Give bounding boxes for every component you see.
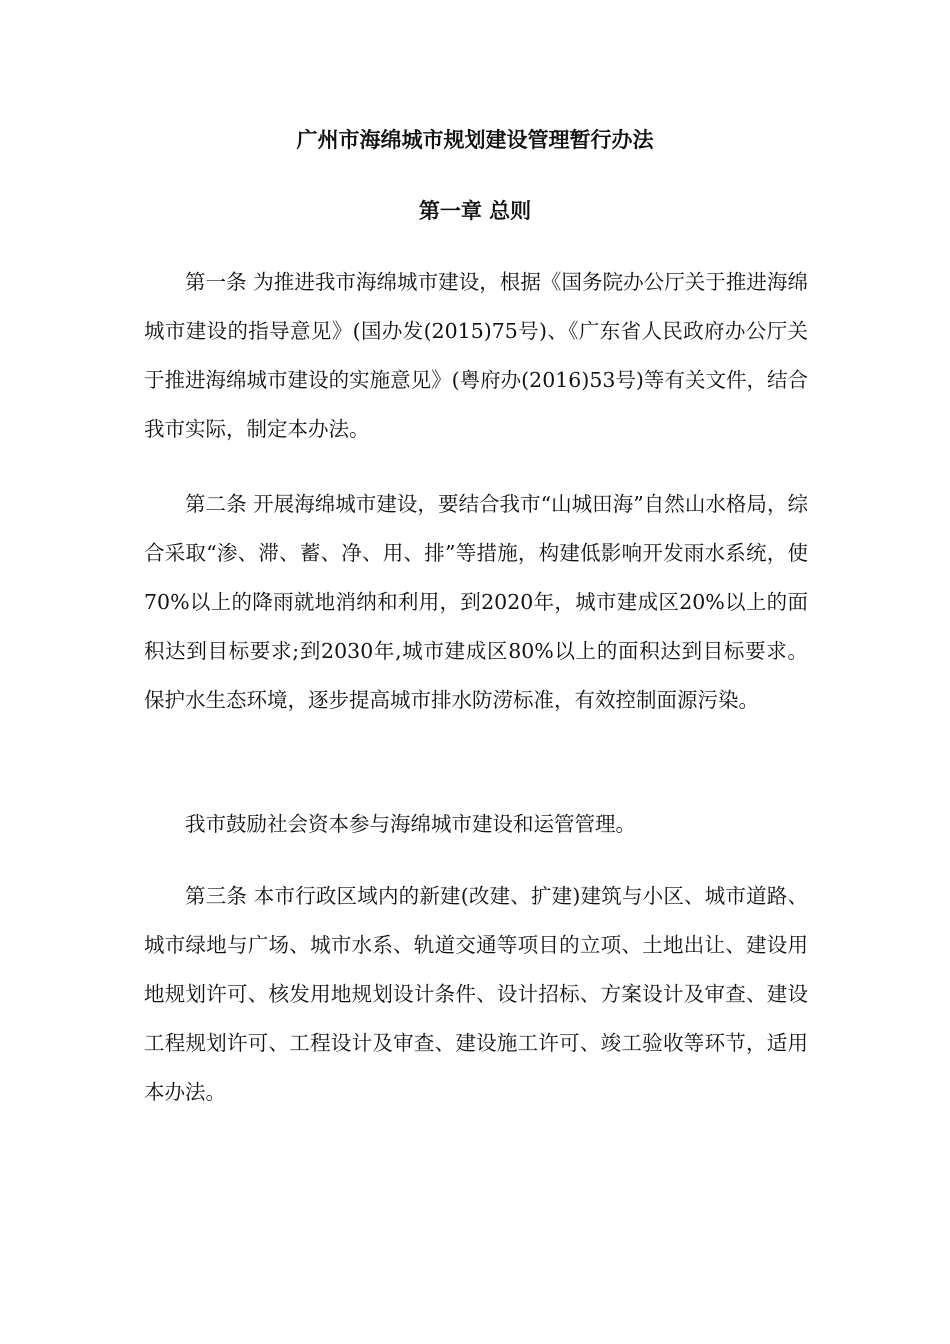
article-3-paragraph: 第三条 本市行政区域内的新建(改建、扩建)建筑与小区、城市道路、城市绿地与广场、城市水系、轨道交通等项目的立项、土地出让、建设用地规划许可、核发用地规划设计条件、设计招标、方案设计及审查、建设工程规划许可、工程设计及审查、建设施工许可、竣工验收等环节，适用本办法。 bbox=[144, 884, 808, 1104]
article-1-paragraph: 第一条 为推进我市海绵城市建设，根据《国务院办公厅关于推进海绵城市建设的指导意见》(国办发(2015)75号)、《广东省人民政府办公厅关于推进海绵城市建设的实施意见》(粤府办(2016)53号)等有关文件，结合我市实际，制定本办法。 bbox=[144, 270, 808, 441]
chapter-heading: 第一章 总则 bbox=[418, 198, 532, 223]
article-2-paragraph: 第二条 开展海绵城市建设，要结合我市“山城田海”自然山水格局，综合采取“渗、滞、蓄、净、用、排”等措施，构建低影响开发雨水系统，使70%以上的降雨就地消纳和利用，到2020年，城市建成区20%以上的面积达到目标要求;到2030年,城市建成区80%以上的面积达到目标要求。保护水生态环境，逐步提高城市排水防涝标准，有效控制面源污染。 bbox=[144, 492, 808, 712]
article-2-supplement-paragraph: 我市鼓励社会资本参与海绵城市建设和运管管理。 bbox=[185, 812, 636, 836]
document-title: 广州市海绵城市规划建设管理暂行办法 bbox=[296, 127, 654, 152]
